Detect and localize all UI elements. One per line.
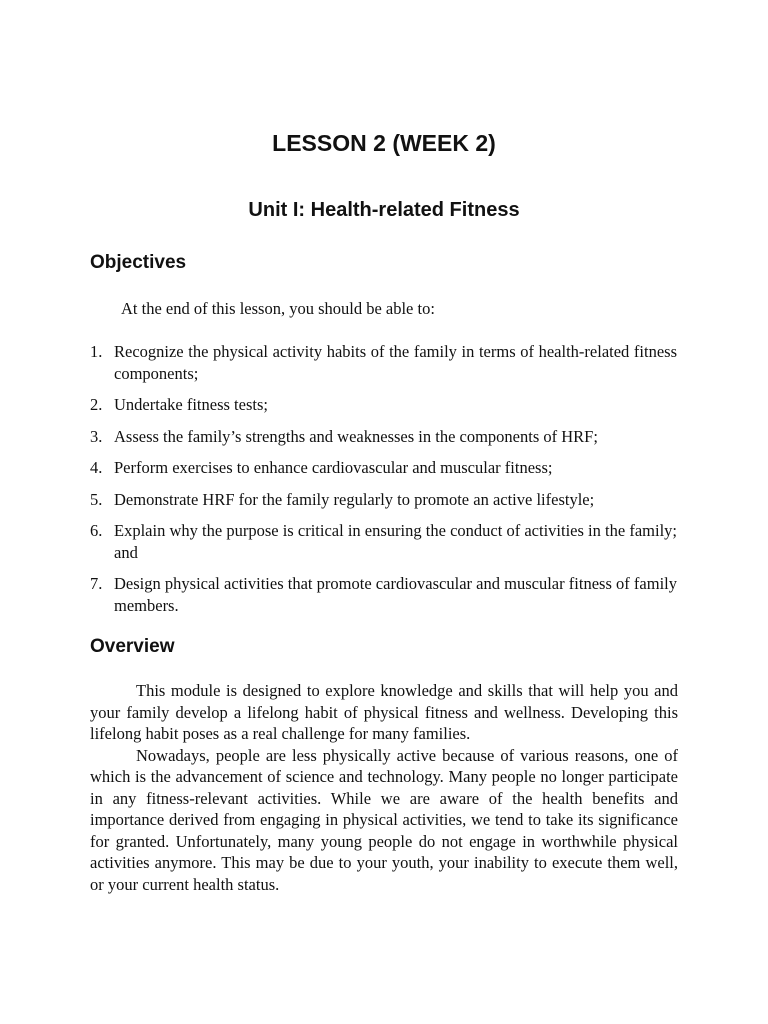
objective-text: Design physical activities that promote cardiovascular and muscular fitness of family members.: [114, 574, 677, 615]
objective-text: Explain why the purpose is critical in ensuring the conduct of activities in the family; and: [114, 521, 677, 562]
overview-body: [90, 680, 678, 895]
objective-number: 5.: [90, 489, 103, 509]
objective-item: [90, 426, 677, 448]
objective-number: 4.: [90, 458, 103, 477]
objectives-heading: Objectives: [90, 252, 187, 273]
objective-item: [90, 457, 677, 479]
overview-heading: Overview: [90, 636, 175, 657]
objective-number: 2.: [90, 395, 103, 414]
overview-paragraph: This module is designed to explore knowledge and skills that will help you and your family develop a lifelong habit of physical fitness and wellness. Developing this lifelong habit poses as a real challenge for many families.: [90, 681, 678, 743]
objective-text: Undertake fitness tests;: [114, 395, 268, 414]
objective-text: Assess the family’s strengths and weaknesses in the components of HRF;: [114, 426, 598, 446]
objectives-intro: At the end of this lesson, you should be able to:: [121, 299, 435, 318]
objective-text: Perform exercises to enhance cardiovascular and muscular fitness;: [114, 458, 553, 477]
objectives-list: [90, 341, 677, 626]
objective-number: 7.: [90, 574, 103, 593]
objective-number: 6.: [90, 521, 103, 540]
objective-item: [90, 489, 677, 511]
objective-item: [90, 341, 677, 384]
objective-item: [90, 520, 677, 563]
overview-paragraph: Nowadays, people are less physically active because of various reasons, one of which is the advancement of science and technology. Many people no longer participate in any fitness-relevant activities. While we are aware of the health benefits and importance derived from engaging in physical activities, we tend to take its significance for granted. Unfortunately, many young people do not engage in worthwhile physical activities anymore. This may be due to your youth, your inability to execute them well, or your current health status.: [90, 745, 678, 894]
objective-number: 1.: [90, 342, 103, 361]
lesson-title: LESSON 2 (WEEK 2): [272, 130, 496, 156]
objective-text: Demonstrate HRF for the family regularly to promote an active lifestyle;: [114, 489, 595, 509]
objective-text: Recognize the physical activity habits of the family in terms of health-related fitness components;: [114, 342, 677, 383]
objective-number: 3.: [90, 426, 103, 446]
objective-item: [90, 573, 677, 616]
unit-title: Unit I: Health-related Fitness: [248, 199, 520, 221]
objective-item: [90, 394, 677, 416]
